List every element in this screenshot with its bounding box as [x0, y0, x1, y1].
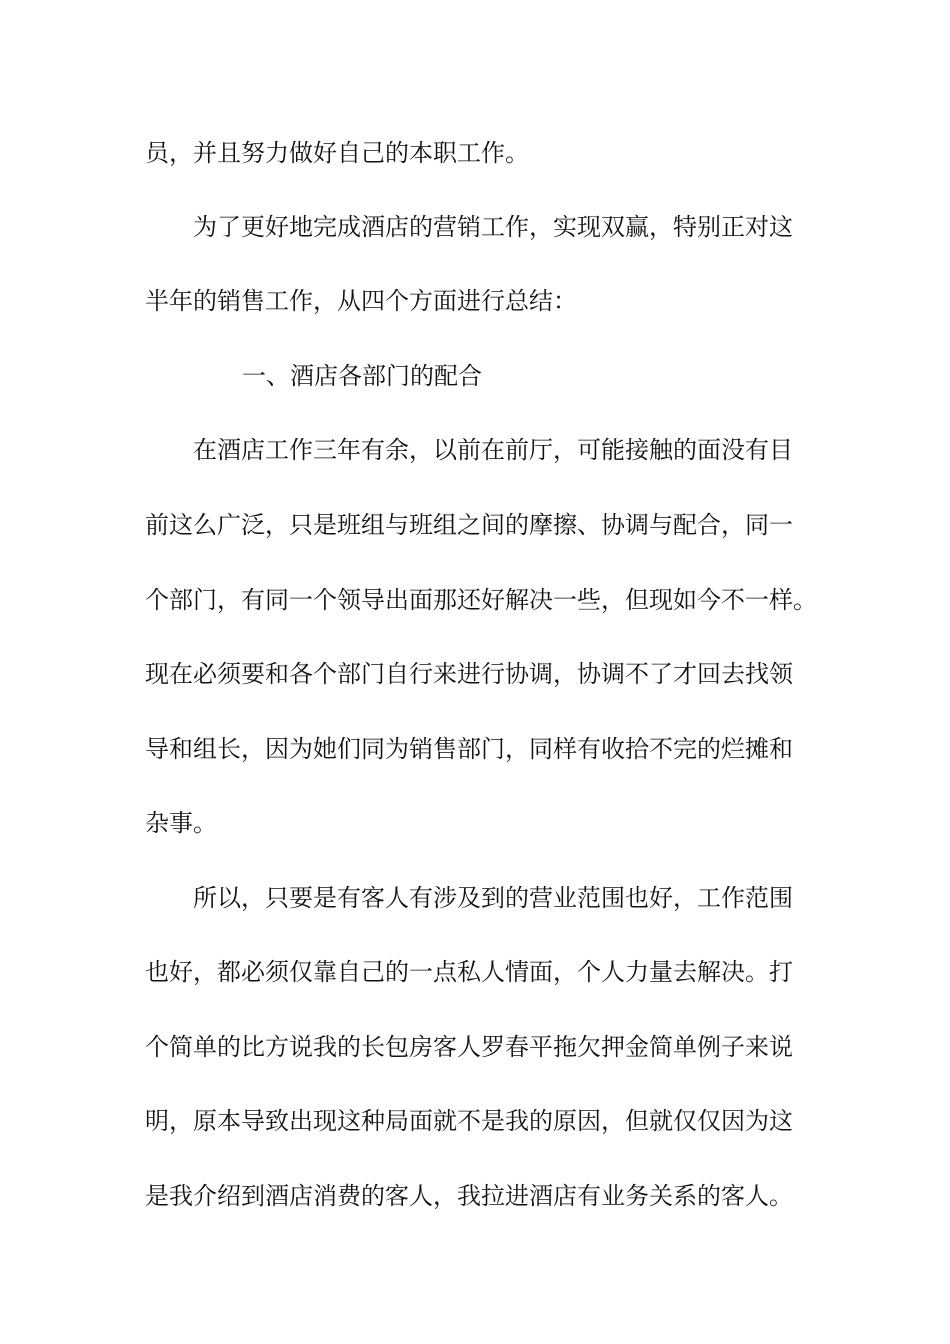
- text-line-1: 员，并且努力做好自己的本职工作。: [145, 139, 529, 167]
- text-line-8: 现在必须要和各个部门自行来进行协调，协调不了才回去找领: [145, 660, 793, 688]
- text-line-11: 所以，只要是有客人有涉及到的营业范围也好，工作范围: [193, 884, 793, 912]
- text-line-14: 明，原本导致出现这种局面就不是我的原因，但就仅仅因为这: [145, 1107, 793, 1135]
- text-line-3: 半年的销售工作，从四个方面进行总结：: [145, 287, 577, 315]
- text-line-9: 导和组长，因为她们同为销售部门，同样有收拾不完的烂摊和: [145, 735, 793, 763]
- text-line-12: 也好，都必须仅靠自己的一点私人情面，个人力量去解决。打: [145, 958, 793, 986]
- text-line-6: 前这么广泛，只是班组与班组之间的摩擦、协调与配合，同一: [145, 511, 793, 539]
- text-line-7: 个部门，有同一个领导出面那还好解决一些，但现如今不一样。: [145, 586, 817, 614]
- text-line-15: 是我介绍到酒店消费的客人，我拉进酒店有业务关系的客人。: [145, 1182, 793, 1210]
- text-line-2: 为了更好地完成酒店的营销工作，实现双赢，特别正对这: [193, 213, 793, 241]
- section-heading: 一、酒店各部门的配合: [242, 362, 482, 390]
- text-line-5: 在酒店工作三年有余，以前在前厅，可能接触的面没有目: [193, 436, 793, 464]
- text-line-13: 个简单的比方说我的长包房客人罗春平拖欠押金简单例子来说: [145, 1033, 793, 1061]
- text-line-10: 杂事。: [145, 809, 217, 837]
